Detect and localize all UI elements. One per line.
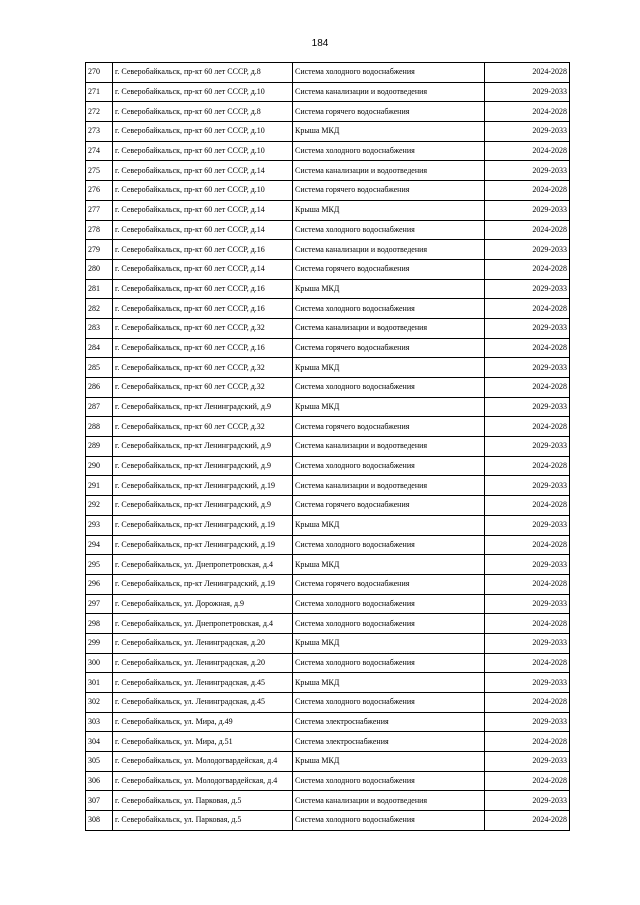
address-cell: г. Северобайкальск, пр-кт 60 лет СССР, д.10 [113, 122, 293, 142]
row-number-cell: 275 [86, 161, 113, 181]
address-cell: г. Северобайкальск, пр-кт 60 лет СССР, д.8 [113, 102, 293, 122]
system-cell: Система канализации и водоотведения [293, 791, 485, 811]
period-cell: 2024-2028 [485, 693, 570, 713]
system-cell: Система горячего водоснабжения [293, 496, 485, 516]
row-number-cell: 283 [86, 318, 113, 338]
table-row [86, 752, 570, 772]
address-cell: г. Северобайкальск, пр-кт 60 лет СССР, д.10 [113, 141, 293, 161]
address-cell: г. Северобайкальск, пр-кт 60 лет СССР, д.14 [113, 200, 293, 220]
row-number-cell: 301 [86, 673, 113, 693]
period-cell: 2024-2028 [485, 338, 570, 358]
system-cell: Система электроснабжения [293, 732, 485, 752]
system-cell: Крыша МКД [293, 358, 485, 378]
system-cell: Система канализации и водоотведения [293, 437, 485, 457]
table-row [86, 476, 570, 496]
address-cell: г. Северобайкальск, ул. Парковая, д.5 [113, 791, 293, 811]
address-cell: г. Северобайкальск, ул. Днепропетровская, д.4 [113, 555, 293, 575]
row-number-cell: 285 [86, 358, 113, 378]
table-row [86, 181, 570, 201]
table-row [86, 102, 570, 122]
period-cell: 2029-2033 [485, 240, 570, 260]
period-cell: 2024-2028 [485, 141, 570, 161]
system-cell: Система холодного водоснабжения [293, 63, 485, 83]
period-cell: 2024-2028 [485, 456, 570, 476]
row-number-cell: 282 [86, 299, 113, 319]
row-number-cell: 294 [86, 535, 113, 555]
row-number-cell: 300 [86, 653, 113, 673]
address-cell: г. Северобайкальск, пр-кт 60 лет СССР, д.32 [113, 378, 293, 398]
system-cell: Система холодного водоснабжения [293, 456, 485, 476]
row-number-cell: 298 [86, 614, 113, 634]
row-number-cell: 292 [86, 496, 113, 516]
address-cell: г. Северобайкальск, пр-кт 60 лет СССР, д.14 [113, 220, 293, 240]
system-cell: Система холодного водоснабжения [293, 220, 485, 240]
row-number-cell: 287 [86, 397, 113, 417]
period-cell: 2024-2028 [485, 63, 570, 83]
table-row [86, 122, 570, 142]
system-cell: Система горячего водоснабжения [293, 338, 485, 358]
system-cell: Крыша МКД [293, 752, 485, 772]
address-cell: г. Северобайкальск, ул. Ленинградская, д.45 [113, 693, 293, 713]
address-cell: г. Северобайкальск, пр-кт Ленинградский, д.19 [113, 574, 293, 594]
row-number-cell: 284 [86, 338, 113, 358]
table-row [86, 535, 570, 555]
period-cell: 2024-2028 [485, 771, 570, 791]
row-number-cell: 273 [86, 122, 113, 142]
table-row [86, 338, 570, 358]
system-cell: Система холодного водоснабжения [293, 614, 485, 634]
row-number-cell: 307 [86, 791, 113, 811]
address-cell: г. Северобайкальск, ул. Ленинградская, д.45 [113, 673, 293, 693]
address-cell: г. Северобайкальск, ул. Мира, д.49 [113, 712, 293, 732]
period-cell: 2029-2033 [485, 122, 570, 142]
system-cell: Система канализации и водоотведения [293, 476, 485, 496]
page-number: 184 [311, 38, 329, 49]
address-cell: г. Северобайкальск, пр-кт 60 лет СССР, д.10 [113, 82, 293, 102]
row-number-cell: 290 [86, 456, 113, 476]
period-cell: 2029-2033 [485, 358, 570, 378]
row-number-cell: 289 [86, 437, 113, 457]
address-cell: г. Северобайкальск, пр-кт 60 лет СССР, д.16 [113, 338, 293, 358]
address-cell: г. Северобайкальск, ул. Молодогвардейская, д.4 [113, 771, 293, 791]
table-row [86, 515, 570, 535]
period-cell: 2029-2033 [485, 82, 570, 102]
period-cell: 2024-2028 [485, 220, 570, 240]
address-cell: г. Северобайкальск, ул. Ленинградская, д.20 [113, 633, 293, 653]
period-cell: 2024-2028 [485, 259, 570, 279]
table-row [86, 417, 570, 437]
period-cell: 2024-2028 [485, 417, 570, 437]
period-cell: 2029-2033 [485, 712, 570, 732]
address-cell: г. Северобайкальск, ул. Ленинградская, д.20 [113, 653, 293, 673]
system-cell: Система холодного водоснабжения [293, 693, 485, 713]
table-row [86, 220, 570, 240]
table-row [86, 791, 570, 811]
period-cell: 2024-2028 [485, 378, 570, 398]
address-cell: г. Северобайкальск, пр-кт 60 лет СССР, д.16 [113, 299, 293, 319]
table-row [86, 240, 570, 260]
address-cell: г. Северобайкальск, пр-кт Ленинградский, д.9 [113, 397, 293, 417]
table-row [86, 732, 570, 752]
system-cell: Крыша МКД [293, 515, 485, 535]
period-cell: 2029-2033 [485, 752, 570, 772]
table-row [86, 161, 570, 181]
row-number-cell: 271 [86, 82, 113, 102]
row-number-cell: 270 [86, 63, 113, 83]
table-row [86, 653, 570, 673]
period-cell: 2029-2033 [485, 397, 570, 417]
system-cell: Система холодного водоснабжения [293, 771, 485, 791]
period-cell: 2024-2028 [485, 181, 570, 201]
system-cell: Крыша МКД [293, 555, 485, 575]
system-cell: Система холодного водоснабжения [293, 535, 485, 555]
table-row [86, 693, 570, 713]
address-cell: г. Северобайкальск, пр-кт 60 лет СССР, д.10 [113, 181, 293, 201]
system-cell: Крыша МКД [293, 673, 485, 693]
system-cell: Крыша МКД [293, 397, 485, 417]
table-row [86, 574, 570, 594]
table-row [86, 771, 570, 791]
address-cell: г. Северобайкальск, пр-кт 60 лет СССР, д.32 [113, 417, 293, 437]
address-cell: г. Северобайкальск, пр-кт Ленинградский, д.9 [113, 437, 293, 457]
table-row [86, 397, 570, 417]
table-row [86, 318, 570, 338]
period-cell: 2024-2028 [485, 574, 570, 594]
row-number-cell: 279 [86, 240, 113, 260]
row-number-cell: 303 [86, 712, 113, 732]
address-cell: г. Северобайкальск, пр-кт 60 лет СССР, д.8 [113, 63, 293, 83]
table-row [86, 437, 570, 457]
table-row [86, 63, 570, 83]
row-number-cell: 274 [86, 141, 113, 161]
system-cell: Система канализации и водоотведения [293, 318, 485, 338]
period-cell: 2029-2033 [485, 791, 570, 811]
table-row [86, 594, 570, 614]
period-cell: 2029-2033 [485, 555, 570, 575]
address-cell: г. Северобайкальск, пр-кт Ленинградский, д.19 [113, 515, 293, 535]
row-number-cell: 278 [86, 220, 113, 240]
period-cell: 2029-2033 [485, 161, 570, 181]
period-cell: 2029-2033 [485, 594, 570, 614]
period-cell: 2029-2033 [485, 673, 570, 693]
period-cell: 2029-2033 [485, 200, 570, 220]
period-cell: 2024-2028 [485, 732, 570, 752]
system-cell: Система горячего водоснабжения [293, 574, 485, 594]
period-cell: 2024-2028 [485, 614, 570, 634]
row-number-cell: 286 [86, 378, 113, 398]
table-row [86, 496, 570, 516]
table-row [86, 200, 570, 220]
period-cell: 2024-2028 [485, 535, 570, 555]
system-cell: Крыша МКД [293, 122, 485, 142]
row-number-cell: 293 [86, 515, 113, 535]
address-cell: г. Северобайкальск, пр-кт 60 лет СССР, д.14 [113, 161, 293, 181]
address-cell: г. Северобайкальск, пр-кт Ленинградский, д.19 [113, 535, 293, 555]
row-number-cell: 308 [86, 811, 113, 831]
address-cell: г. Северобайкальск, пр-кт Ленинградский, д.9 [113, 496, 293, 516]
row-number-cell: 297 [86, 594, 113, 614]
table-row [86, 712, 570, 732]
address-cell: г. Северобайкальск, пр-кт Ленинградский, д.9 [113, 456, 293, 476]
period-cell: 2024-2028 [485, 299, 570, 319]
period-cell: 2029-2033 [485, 279, 570, 299]
system-cell: Система холодного водоснабжения [293, 811, 485, 831]
row-number-cell: 296 [86, 574, 113, 594]
table-row [86, 673, 570, 693]
repair-schedule-table [85, 62, 570, 831]
period-cell: 2029-2033 [485, 515, 570, 535]
table-row [86, 141, 570, 161]
table-row [86, 456, 570, 476]
period-cell: 2029-2033 [485, 476, 570, 496]
system-cell: Система холодного водоснабжения [293, 141, 485, 161]
address-cell: г. Северобайкальск, ул. Днепропетровская, д.4 [113, 614, 293, 634]
row-number-cell: 304 [86, 732, 113, 752]
period-cell: 2024-2028 [485, 653, 570, 673]
period-cell: 2024-2028 [485, 811, 570, 831]
row-number-cell: 281 [86, 279, 113, 299]
period-cell: 2024-2028 [485, 496, 570, 516]
address-cell: г. Северобайкальск, ул. Мира, д.51 [113, 732, 293, 752]
system-cell: Система канализации и водоотведения [293, 82, 485, 102]
table-row [86, 811, 570, 831]
table-body [86, 63, 570, 831]
system-cell: Система горячего водоснабжения [293, 259, 485, 279]
system-cell: Система холодного водоснабжения [293, 594, 485, 614]
system-cell: Система холодного водоснабжения [293, 299, 485, 319]
row-number-cell: 305 [86, 752, 113, 772]
period-cell: 2029-2033 [485, 633, 570, 653]
table-row [86, 299, 570, 319]
row-number-cell: 280 [86, 259, 113, 279]
address-cell: г. Северобайкальск, пр-кт 60 лет СССР, д.32 [113, 358, 293, 378]
row-number-cell: 299 [86, 633, 113, 653]
system-cell: Система канализации и водоотведения [293, 161, 485, 181]
address-cell: г. Северобайкальск, пр-кт Ленинградский, д.19 [113, 476, 293, 496]
system-cell: Система электроснабжения [293, 712, 485, 732]
address-cell: г. Северобайкальск, ул. Дорожная, д.9 [113, 594, 293, 614]
table-row [86, 82, 570, 102]
system-cell: Система холодного водоснабжения [293, 653, 485, 673]
table-row [86, 614, 570, 634]
row-number-cell: 277 [86, 200, 113, 220]
system-cell: Система горячего водоснабжения [293, 102, 485, 122]
address-cell: г. Северобайкальск, пр-кт 60 лет СССР, д.14 [113, 259, 293, 279]
system-cell: Крыша МКД [293, 200, 485, 220]
system-cell: Система горячего водоснабжения [293, 181, 485, 201]
table-row [86, 259, 570, 279]
row-number-cell: 272 [86, 102, 113, 122]
period-cell: 2024-2028 [485, 102, 570, 122]
system-cell: Система горячего водоснабжения [293, 417, 485, 437]
table-row [86, 279, 570, 299]
table-row [86, 358, 570, 378]
address-cell: г. Северобайкальск, пр-кт 60 лет СССР, д.32 [113, 318, 293, 338]
system-cell: Крыша МКД [293, 279, 485, 299]
period-cell: 2029-2033 [485, 318, 570, 338]
row-number-cell: 302 [86, 693, 113, 713]
address-cell: г. Северобайкальск, пр-кт 60 лет СССР, д.16 [113, 279, 293, 299]
address-cell: г. Северобайкальск, ул. Парковая, д.5 [113, 811, 293, 831]
system-cell: Система канализации и водоотведения [293, 240, 485, 260]
address-cell: г. Северобайкальск, пр-кт 60 лет СССР, д.16 [113, 240, 293, 260]
table-row [86, 555, 570, 575]
address-cell: г. Северобайкальск, ул. Молодогвардейская, д.4 [113, 752, 293, 772]
system-cell: Система холодного водоснабжения [293, 378, 485, 398]
row-number-cell: 306 [86, 771, 113, 791]
table-row [86, 378, 570, 398]
system-cell: Крыша МКД [293, 633, 485, 653]
row-number-cell: 295 [86, 555, 113, 575]
row-number-cell: 288 [86, 417, 113, 437]
period-cell: 2029-2033 [485, 437, 570, 457]
table-row [86, 633, 570, 653]
row-number-cell: 291 [86, 476, 113, 496]
row-number-cell: 276 [86, 181, 113, 201]
